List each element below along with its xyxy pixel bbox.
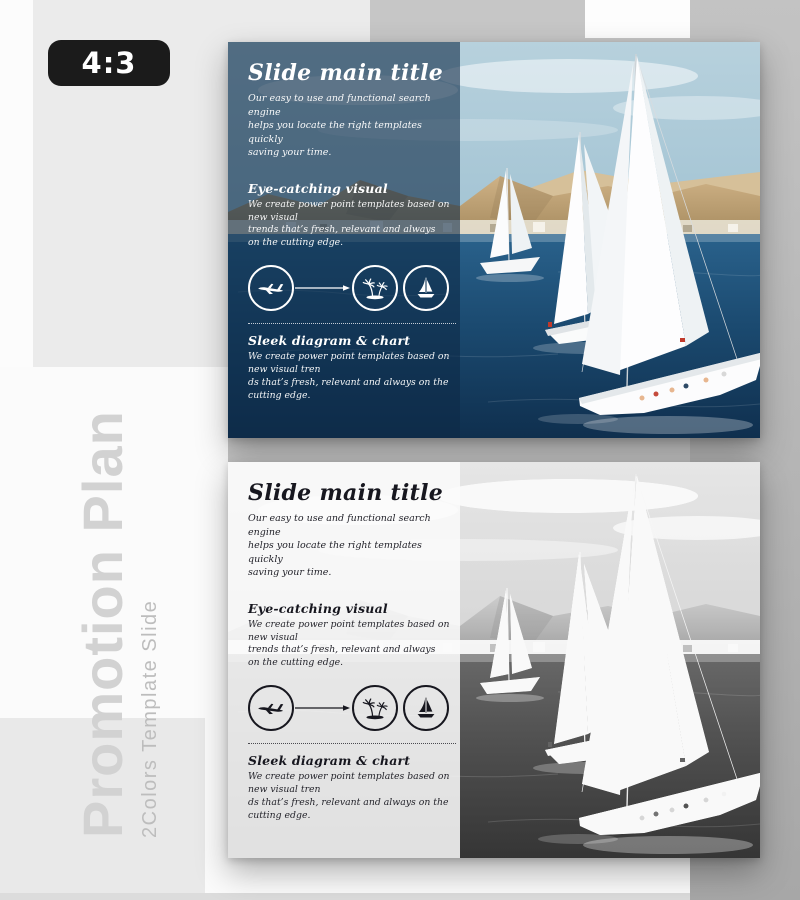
- section-heading: Sleek diagram & chart: [248, 753, 411, 769]
- dotted-divider: [248, 743, 456, 744]
- slide-intro: Our easy to use and functional search engine helps you locate the right templates quickly saving your time.: [248, 93, 431, 159]
- palm-trees-icon: [352, 685, 398, 731]
- slide-content: [228, 462, 460, 858]
- airplane-icon: [248, 265, 294, 311]
- background-bottom-strip: [0, 893, 690, 900]
- section-sleek-diagram-chart: [248, 753, 456, 822]
- arrow-right-icon: [294, 284, 352, 292]
- slide-preview-color[interactable]: [228, 42, 760, 438]
- section-heading: Eye-catching visual: [248, 180, 388, 196]
- slide-preview-mono[interactable]: [228, 462, 760, 858]
- airplane-icon: [248, 685, 294, 731]
- background-white-left-strip: [0, 0, 33, 367]
- sailboat-icon: [403, 265, 449, 311]
- promotion-plan-title: Promotion Plan: [71, 410, 134, 838]
- section-body: We create power point templates based on new visual tren ds that’s fresh, relevant and always on the cutting edge.: [248, 351, 450, 401]
- dotted-divider: [248, 323, 456, 324]
- section-eye-catching-visual: [248, 601, 456, 670]
- travel-process-diagram: [248, 265, 456, 311]
- sailboat-icon: [403, 685, 449, 731]
- aspect-ratio-label: 4:3: [81, 46, 137, 80]
- section-heading: Sleek diagram & chart: [248, 333, 411, 349]
- palm-trees-icon: [352, 265, 398, 311]
- slide-title: Slide main title: [248, 480, 444, 506]
- aspect-ratio-badge: [48, 40, 170, 86]
- travel-process-diagram: [248, 685, 456, 731]
- arrow-right-icon: [294, 704, 352, 712]
- section-body: We create power point templates based on new visual trends that’s fresh, relevant and always on the cutting edge.: [248, 618, 450, 669]
- slide-content: [228, 42, 460, 438]
- section-heading: Eye-catching visual: [248, 600, 388, 616]
- slide-intro: Our easy to use and functional search engine helps you locate the right templates quickly saving your time.: [248, 513, 431, 579]
- section-eye-catching-visual: [248, 181, 456, 250]
- section-sleek-diagram-chart: [248, 333, 456, 402]
- section-body: We create power point templates based on new visual trends that’s fresh, relevant and always on the cutting edge.: [248, 198, 450, 249]
- slide-title: Slide main title: [248, 60, 444, 86]
- section-body: We create power point templates based on new visual tren ds that’s fresh, relevant and always on the cutting edge.: [248, 771, 450, 821]
- background-white-top-box: [585, 0, 690, 38]
- template-subtitle: 2Colors Template Slide: [139, 599, 161, 838]
